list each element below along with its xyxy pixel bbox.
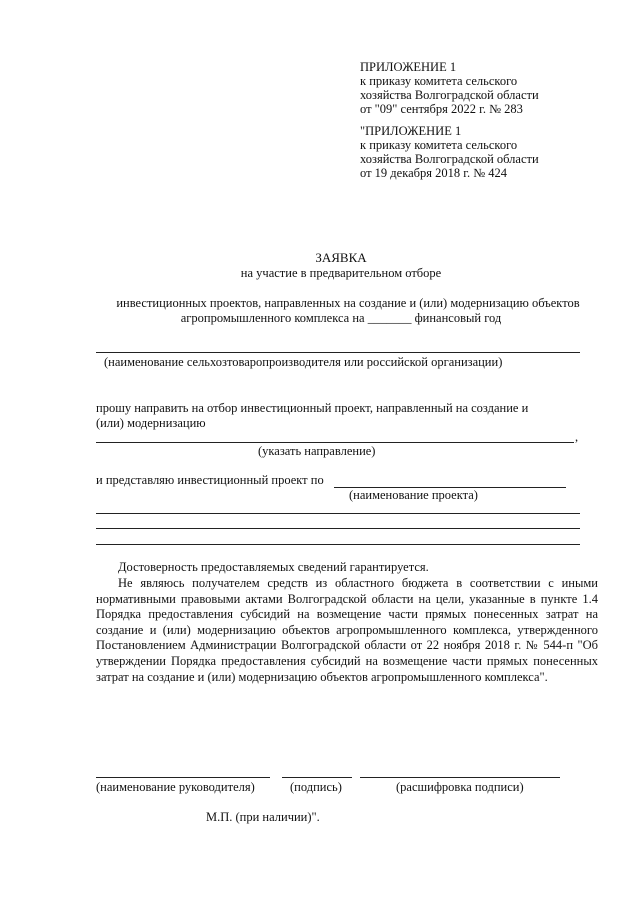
appendix-line: хозяйства Волгоградской области <box>360 88 539 102</box>
document-title: ЗАЯВКА <box>315 250 367 265</box>
statement-paragraph <box>96 560 598 576</box>
signature-caption: (подпись) <box>290 780 342 794</box>
appendix-title: "ПРИЛОЖЕНИЕ 1 <box>360 124 462 138</box>
project-label: и представляю инвестиционный проект по <box>96 473 324 487</box>
project-caption: (наименование проекта) <box>349 488 478 502</box>
project-line <box>96 544 580 545</box>
appendix-date: от 19 декабря 2018 г. № 424 <box>360 166 508 180</box>
non-recipient-statement: Не являюсь получателем средств из областного бюджета в соответствии с иными нормативными правовыми актами Волгоградской области на цели, указанные в пункте 1.4 Порядка предоставления субсидий на возмещение части прямых понесенных затрат на создание и (или) модернизацию объектов агропромышленного комплекса, утвержденного Постановлением Администрации Волгоградской области от 22 ноября 2018 г. № 544-п "Об утверждении Порядка предоставления субсидий на возмещение части прямых понесенных затрат на создание и (или) модернизацию объектов агропромышленного комплекса". <box>96 576 598 684</box>
appendix-line: к приказу комитета сельского <box>360 74 518 88</box>
head-name-caption: (наименование руководителя) <box>96 780 255 794</box>
direction-caption: (указать направление) <box>258 444 376 458</box>
project-line <box>96 513 580 514</box>
appendix-previous <box>360 124 539 180</box>
request-text: (или) модернизацию <box>96 416 206 430</box>
heading-line: инвестиционных проектов, направленных на создание и (или) модернизацию объектов <box>116 296 580 310</box>
reliability-statement: Достоверность предоставляемых сведений гарантируется. <box>118 560 429 574</box>
project-line <box>96 528 580 529</box>
request-text: прошу направить на отбор инвестиционный проект, направленный на создание и <box>96 401 529 415</box>
head-name-line <box>96 777 270 778</box>
appendix-line: хозяйства Волгоградской области <box>360 152 539 166</box>
applicant-name-line <box>96 352 580 353</box>
signature-decode-caption: (расшифровка подписи) <box>396 780 524 794</box>
appendix-title: ПРИЛОЖЕНИЕ 1 <box>360 60 457 74</box>
comma: , <box>575 430 579 444</box>
stamp-placeholder: М.П. (при наличии)". <box>206 810 320 824</box>
appendix-line: к приказу комитета сельского <box>360 138 518 152</box>
applicant-caption: (наименование сельхозтоваропроизводителя или российской организации) <box>104 355 503 369</box>
document-subtitle: на участие в предварительном отборе <box>240 266 442 280</box>
appendix-current <box>360 60 539 116</box>
signature-line <box>282 777 352 778</box>
heading-line: агропромышленного комплекса на _______ финансовый год <box>180 311 502 325</box>
statement-paragraph <box>96 576 598 685</box>
direction-line <box>96 442 574 443</box>
signature-decode-line <box>360 777 560 778</box>
appendix-date: от "09" сентября 2022 г. № 283 <box>360 102 523 116</box>
